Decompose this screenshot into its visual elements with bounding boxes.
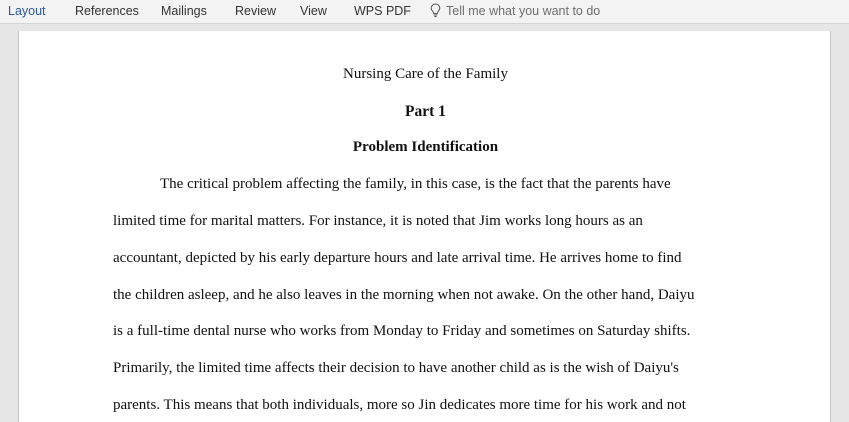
tab-layout[interactable]: Layout — [8, 4, 46, 18]
tell-me-placeholder: Tell me what you want to do — [446, 3, 601, 18]
paragraph-line: limited time for marital matters. For instance, it is noted that Jim works long hours as an — [113, 213, 643, 229]
paragraph-line: accountant, depicted by his early departure hours and late arrival time. He arrives home to find — [113, 250, 682, 266]
tab-wps-pdf[interactable]: WPS PDF — [354, 4, 411, 18]
document-title: Nursing Care of the Family — [343, 66, 508, 82]
tab-references[interactable]: References — [75, 4, 139, 18]
paragraph-line: Primarily, the limited time affects their decision to have another child as is the wish of Daiyu's — [113, 360, 679, 376]
paragraph-line: the children asleep, and he also leaves in the morning when not awake. On the other hand, Daiyu — [113, 287, 695, 303]
lightbulb-icon — [430, 3, 441, 18]
document-page[interactable] — [18, 31, 831, 422]
ribbon-tab-bar — [0, 0, 849, 24]
paragraph-line: is a full-time dental nurse who works from Monday to Friday and sometimes on Saturday shifts. — [113, 323, 691, 339]
paragraph-line: The critical problem affecting the family, in this case, is the fact that the parents have — [160, 176, 671, 192]
tab-view[interactable]: View — [300, 4, 327, 18]
section-heading: Problem Identification — [352, 139, 499, 155]
paragraph-line: parents. This means that both individuals, more so Jin dedicates more time for his work and not — [113, 397, 686, 413]
tab-mailings[interactable]: Mailings — [161, 4, 207, 18]
tab-review[interactable]: Review — [235, 4, 276, 18]
document-gutter — [0, 25, 18, 422]
part-heading: Part 1 — [405, 103, 446, 120]
tell-me-search[interactable] — [430, 3, 600, 18]
